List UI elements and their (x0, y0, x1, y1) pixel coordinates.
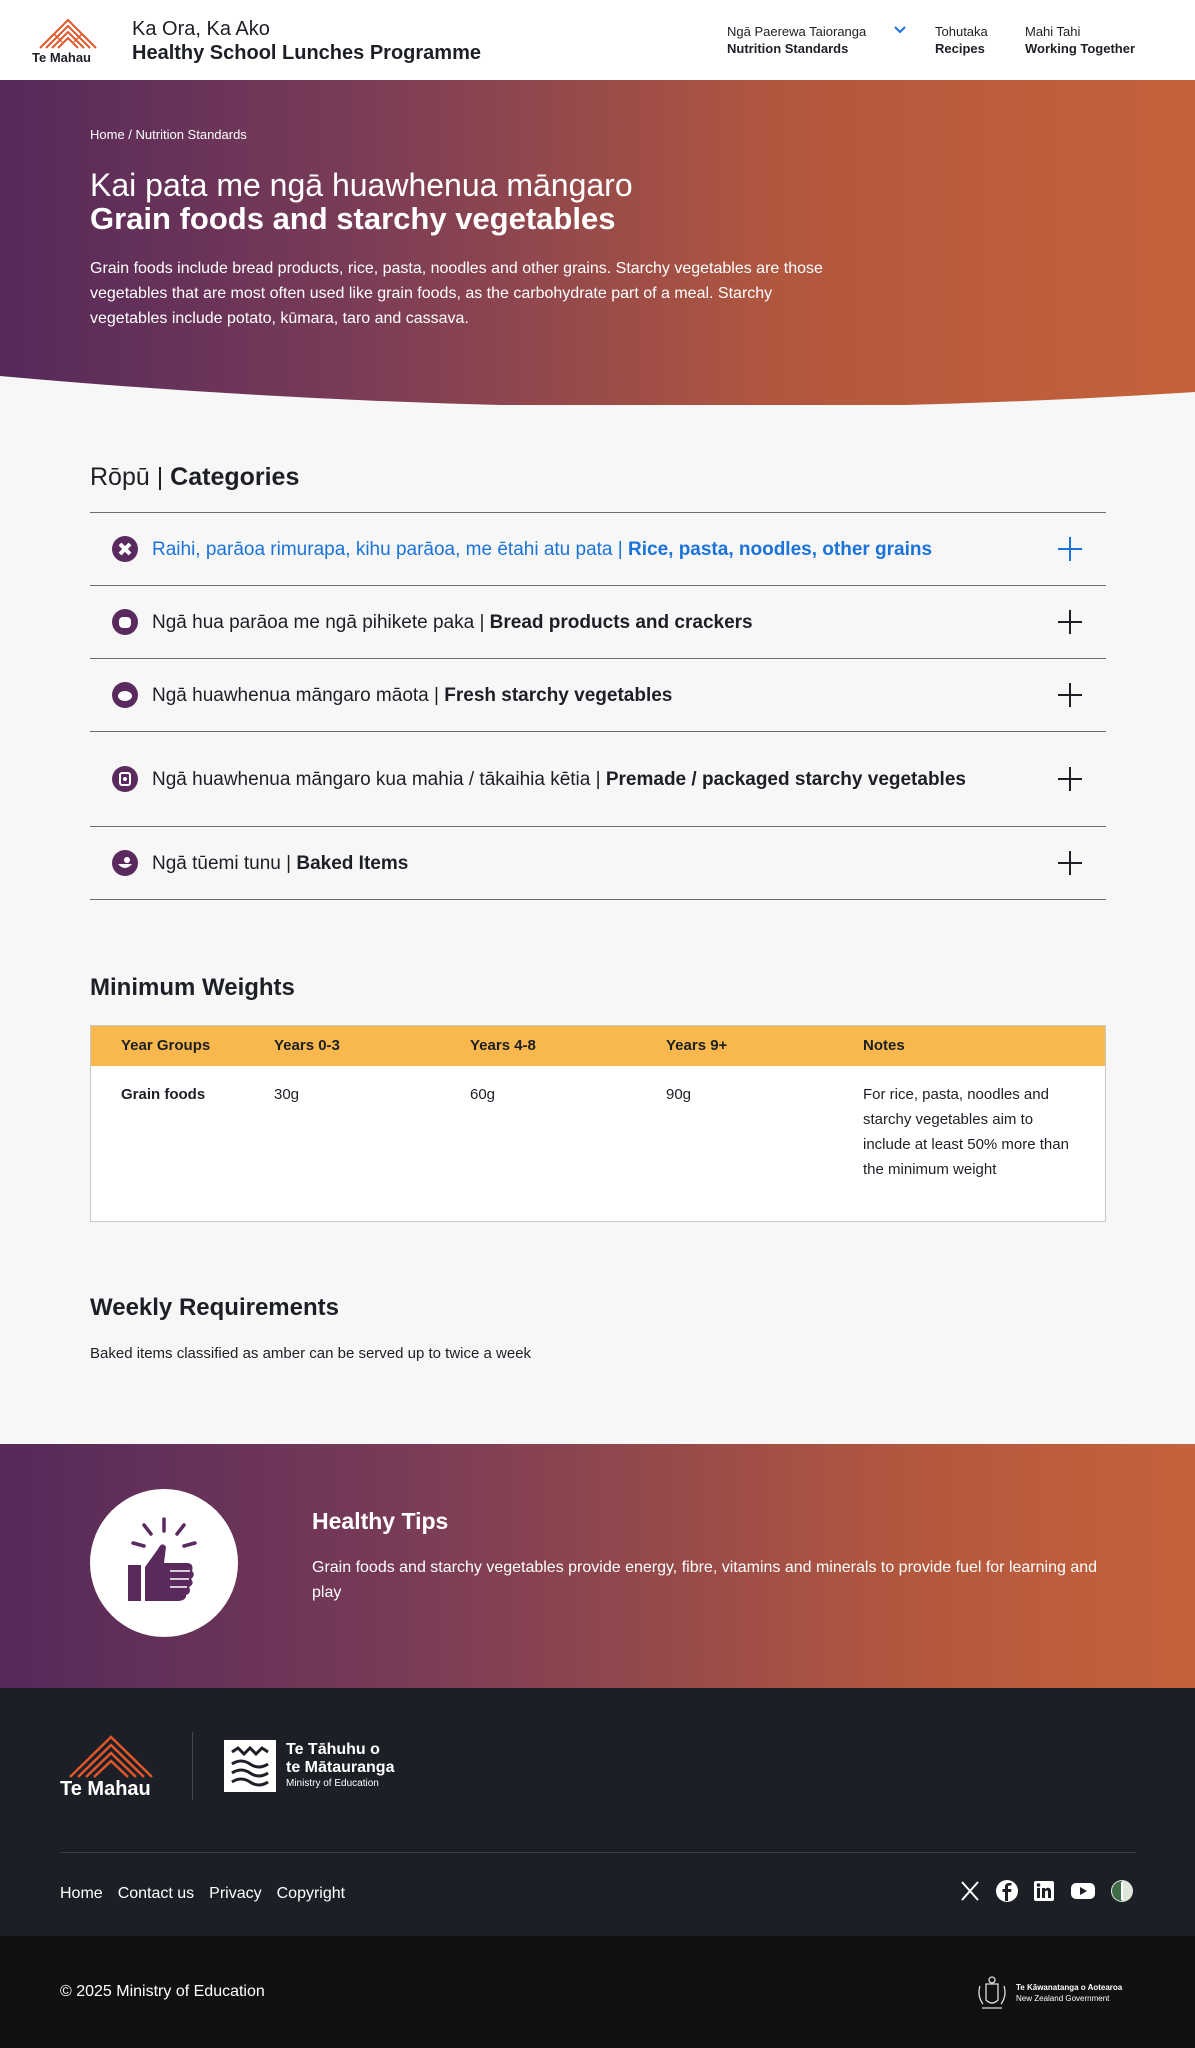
accordion-label (152, 683, 992, 708)
label-english: Bread products and crackers (489, 611, 753, 633)
breadcrumb (90, 127, 247, 142)
facebook-icon[interactable] (995, 1879, 1019, 1903)
breadcrumb-current: Nutrition Standards (135, 127, 247, 142)
table-cell: For rice, pasta, noodles and starchy vegetables aim to include at least 50% more than the minimum weight (863, 1086, 1069, 1178)
table-row (91, 1066, 1105, 1221)
package-icon (112, 766, 138, 792)
table-header-cell: Notes (863, 1037, 905, 1054)
site-title-line2: Healthy School Lunches Programme (132, 42, 481, 64)
plus-icon[interactable] (1056, 535, 1084, 563)
label-english: Fresh starchy vegetables (444, 684, 673, 706)
site-title-line1: Ka Ora, Ka Ako (132, 18, 270, 40)
footer-logo-text: Te Mahau (60, 1778, 151, 1800)
table-cell: 60g (470, 1086, 496, 1103)
nav-working-together[interactable] (1025, 24, 1135, 56)
table-cell: 30g (274, 1086, 300, 1103)
footer-link-copyright[interactable]: Copyright (276, 1885, 346, 1902)
label-maori: Ngā tūemi tunu | (152, 852, 297, 874)
nav-main-label: Nutrition Standards (727, 41, 849, 56)
nav-nutrition-standards[interactable] (727, 24, 866, 56)
bread-icon (112, 609, 138, 635)
footer-divider (60, 1852, 1136, 1853)
accordion-item-baked[interactable] (90, 827, 1106, 900)
label-maori: Ngā hua parāoa me ngā pihikete paka | (152, 611, 490, 633)
categories-heading-maori: Rōpū | (90, 463, 171, 491)
healthy-tips-title: Healthy Tips (312, 1508, 449, 1534)
table-header-cell: Years 4-8 (470, 1037, 536, 1054)
label-english: Rice, pasta, noodles, other grains (628, 538, 933, 560)
moe-logo[interactable] (224, 1740, 276, 1792)
tips-icon-circle (90, 1489, 238, 1637)
accordion-item-grains[interactable] (90, 513, 1106, 586)
page-title-maori: Kai pata me ngā huawhenua māngaro (90, 167, 633, 203)
breadcrumb-separator: / (124, 127, 136, 142)
accordion-label (152, 767, 992, 792)
accordion-item-bread[interactable] (90, 586, 1106, 659)
footer-logo-divider (192, 1732, 193, 1800)
table-cell: Grain foods (121, 1086, 206, 1103)
weekly-requirements-text: Baked items classified as amber can be served up to twice a week (90, 1345, 532, 1362)
nav-main-label: Recipes (935, 41, 985, 56)
site-header (0, 0, 1195, 80)
baked-item-icon (112, 850, 138, 876)
accordion-item-premade-packaged[interactable] (90, 732, 1106, 827)
plus-icon[interactable] (1056, 608, 1084, 636)
thumbs-up-icon (90, 1489, 238, 1637)
nav-recipes[interactable] (935, 24, 988, 56)
moe-name-line1: Te Tāhuhu o (286, 1741, 380, 1758)
moe-name-english: Ministry of Education (286, 1778, 379, 1789)
nav-main-label: Working Together (1025, 41, 1136, 56)
table-header-cell: Years 0-3 (274, 1037, 340, 1054)
table-cell: 90g (666, 1086, 692, 1103)
minimum-weights-table (90, 1025, 1106, 1222)
nav-sub-label: Tohutaka (935, 24, 988, 39)
linkedin-icon[interactable] (1032, 1879, 1056, 1903)
nz-government-crest-icon[interactable] (974, 1974, 1010, 2012)
categories-heading (90, 463, 299, 492)
label-maori: Ngā huawhenua māngaro māota | (152, 684, 445, 706)
youtube-icon[interactable] (1070, 1879, 1096, 1903)
categories-heading-english: Categories (170, 463, 300, 491)
healthy-tips-text: Grain foods and starchy vegetables provide energy, fibre, vitamins and minerals to provide fuel for learning and play (312, 1559, 1098, 1601)
plus-icon[interactable] (1056, 765, 1084, 793)
table-header-row (91, 1026, 1105, 1066)
copyright-text: © 2025 Ministry of Education (60, 1983, 265, 2000)
weekly-requirements-heading: Weekly Requirements (90, 1294, 339, 1321)
footer-link-home[interactable]: Home (60, 1885, 103, 1902)
fern-icon[interactable] (1110, 1879, 1134, 1903)
table-header-cell: Years 9+ (666, 1037, 728, 1054)
x-icon[interactable] (958, 1879, 982, 1903)
page-title: Grain foods and starchy vegetables (90, 201, 616, 236)
footer-link-privacy[interactable]: Privacy (209, 1885, 262, 1902)
hero-description: Grain foods include bread products, rice, pasta, noodles and other grains. Starchy vegetables are those vegetables that are most often used like grain foods, as the carbohydrate part of a meal. Starchy vegetables include potato, kūmara, taro and cassava. (90, 260, 823, 327)
plus-icon[interactable] (1056, 681, 1084, 709)
logo-text: Te Mahau (32, 50, 91, 65)
minimum-weights-heading: Minimum Weights (90, 974, 295, 1001)
plus-icon[interactable] (1056, 849, 1084, 877)
footer-te-mahau-logo[interactable] (60, 1733, 162, 1781)
table-header-cell: Year Groups (121, 1037, 211, 1054)
accordion-item-fresh-starchy[interactable] (90, 659, 1106, 732)
label-maori: Raihi, parāoa rimurapa, kihu parāoa, me ētahi atu pata | (152, 538, 628, 560)
hero-curve (0, 370, 1195, 420)
accordion-label (152, 851, 992, 876)
accordion-label (152, 537, 992, 562)
label-english: Premade / packaged starchy vegetables (605, 768, 966, 790)
accordion-label (152, 610, 992, 635)
potato-icon (112, 682, 138, 708)
breadcrumb-home-link[interactable]: Home (90, 127, 125, 142)
nav-sub-label: Mahi Tahi (1025, 24, 1081, 39)
moe-name-line2: te Mātauranga (286, 1759, 395, 1776)
categories-accordion (90, 512, 1106, 900)
nz-government-english: New Zealand Government (1016, 1994, 1110, 2003)
nz-government-maori: Te Kāwanatanga o Aotearoa (1016, 1983, 1123, 1992)
label-english: Baked Items (296, 852, 409, 874)
label-maori: Ngā huawhenua māngaro kua mahia / tākaihia kētia | (152, 768, 606, 790)
waves-icon (224, 1740, 276, 1792)
chevron-down-icon[interactable] (892, 22, 908, 38)
nav-sub-label: Ngā Paerewa Taioranga (727, 24, 867, 39)
site-title[interactable] (132, 18, 481, 65)
grain-bowl-icon (112, 536, 138, 562)
footer-links (60, 1885, 345, 1903)
footer-link-contact[interactable]: Contact us (117, 1885, 195, 1902)
